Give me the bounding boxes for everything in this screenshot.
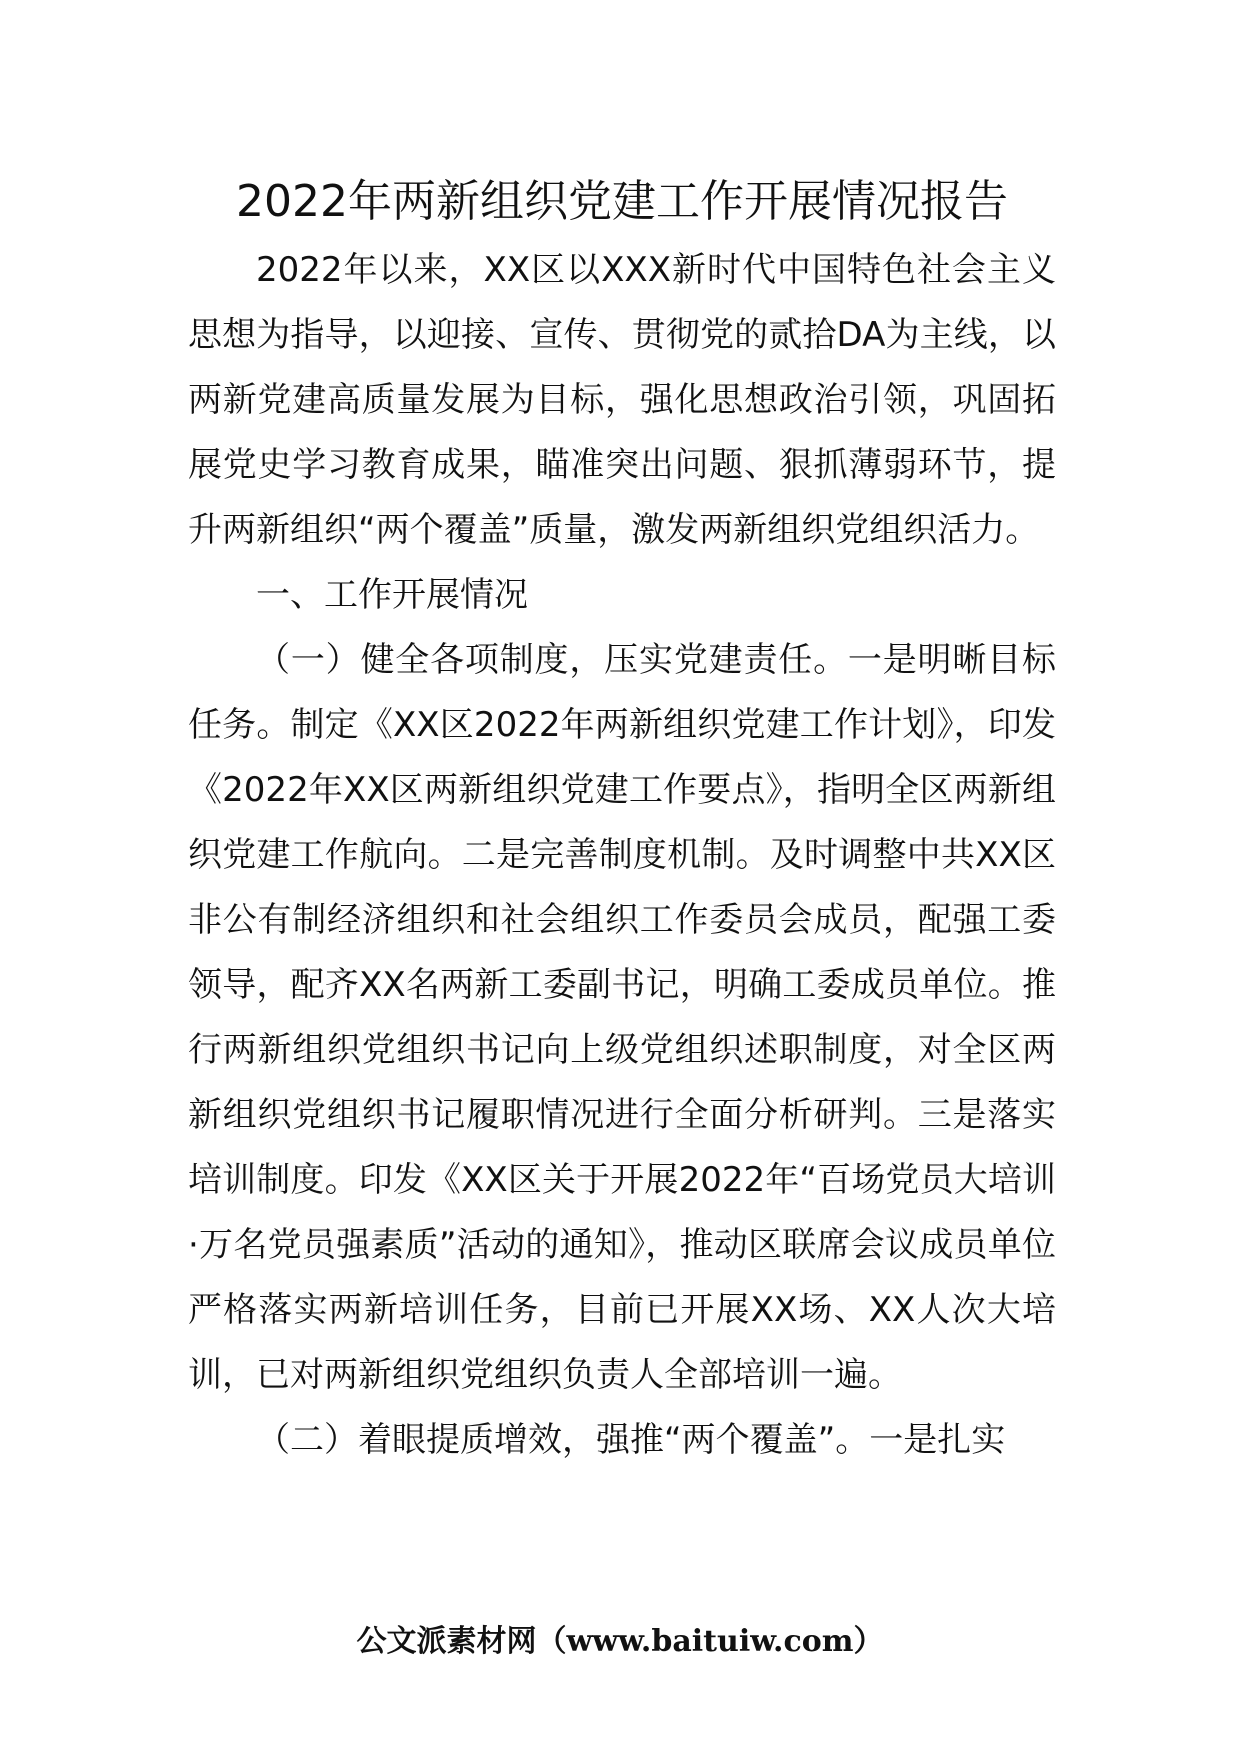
document-title: 2022年两新组织党建工作开展情况报告 (236, 176, 1008, 227)
section-heading: 一、工作开展情况 (256, 575, 528, 615)
body-paragraph: （二）着眼提质增效，强推“两个覆盖”。一是扎实 (256, 1420, 1006, 1460)
document-body (188, 166, 1056, 1473)
intro-paragraph: 2022年以来，XX区以XXX新时代中国特色社会主义思想为指导，以迎接、宣传、贯彻党的贰拾DA为主线，以两新党建高质量发展为目标，强化思想政治引领，巩固拓展党史学习教育成果，瞄准突出问题、狠抓薄弱环节，提升两新组织“两个覆盖”质量，激发两新组织党组织活力。 (188, 250, 1056, 550)
body-paragraph: （一）健全各项制度，压实党建责任。一是明晰目标任务。制定《XX区2022年两新组织党建工作计划》，印发《2022年XX区两新组织党建工作要点》，指明全区两新组织党建工作航向。二是完善制度机制。及时调整中共XX区非公有制经济组织和社会组织工作委员会成员，配强工委领导，配齐XX名两新工委副书记，明确工委成员单位。推行两新组织党组织书记向上级党组织述职制度，对全区两新组织党组织书记履职情况进行全面分析研判。三是落实培训制度。印发《XX区关于开展2022年“百场党员大培训·万名党员强素质”活动的通知》，推动区联席会议成员单位严格落实两新培训任务，目前已开展XX场、XX人次大培训，已对两新组织党组织负责人全部培训一遍。 (188, 640, 1056, 1395)
page-footer-watermark: 公文派素材网（www.baituiw.com） (356, 1624, 884, 1659)
